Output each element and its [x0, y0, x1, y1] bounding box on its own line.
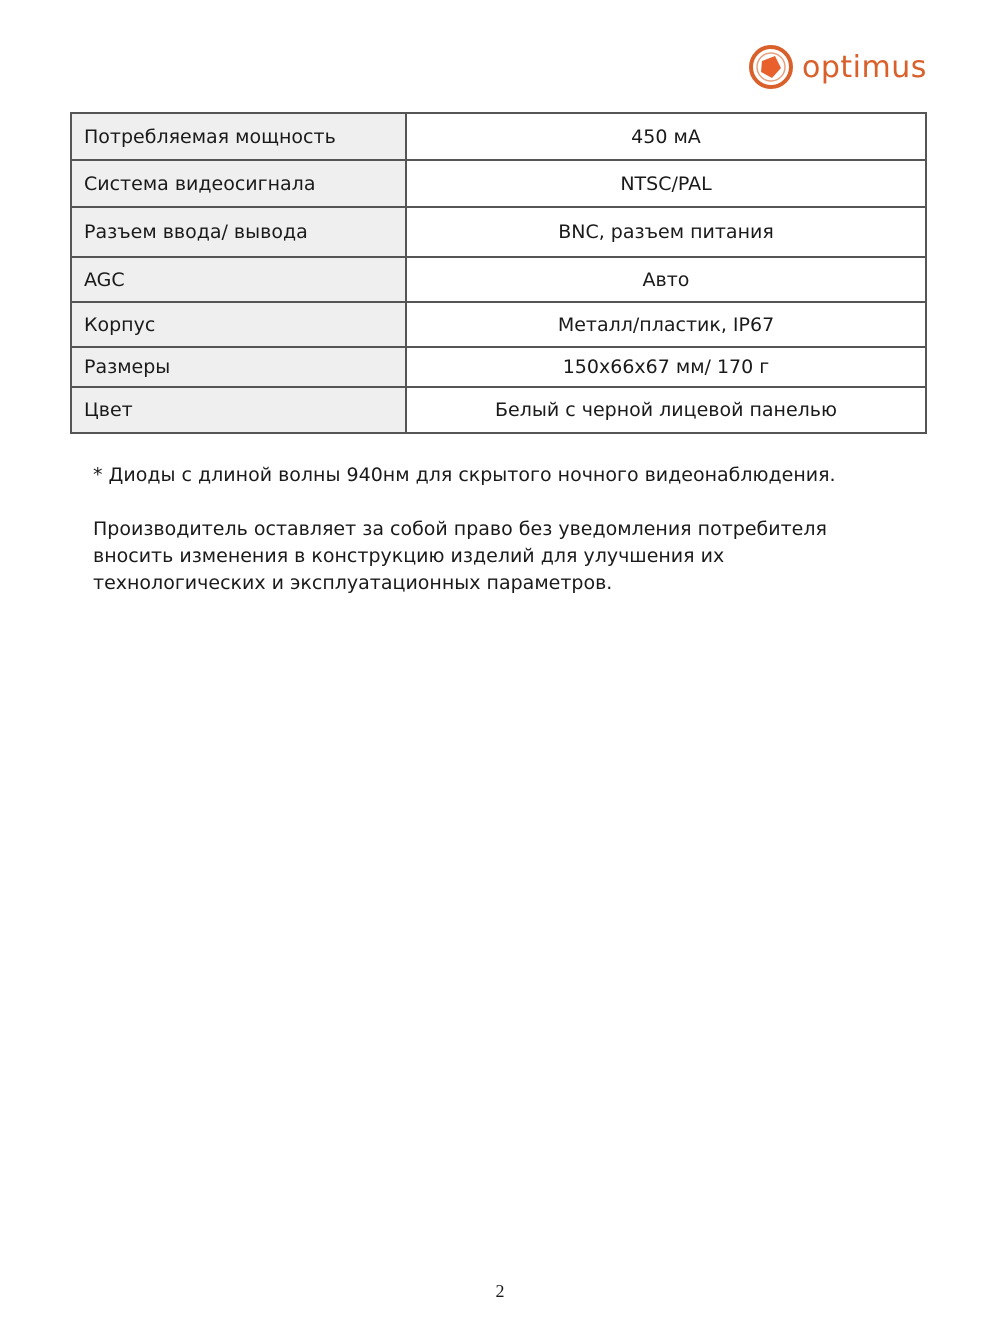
optimus-logo: [748, 44, 927, 90]
aperture-icon: [748, 44, 794, 90]
table-row: [71, 257, 926, 302]
disclaimer: Производитель оставляет за собой право без уведомления потребителя вносить изменения в конструкцию изделий для улучшения их технологических и эксплуатационных параметров.: [93, 518, 827, 594]
table-row: [71, 207, 926, 257]
spec-value: NTSC/PAL: [406, 160, 926, 207]
table-row: [71, 347, 926, 387]
table-row: [71, 113, 926, 160]
spec-label: Цвет: [71, 387, 406, 433]
table-row: [71, 302, 926, 347]
footnote: * Диоды с длиной волны 940нм для скрытого ночного видеонаблюдения.: [93, 464, 836, 486]
spec-value: Металл/пластик, IP67: [406, 302, 926, 347]
spec-label: Корпус: [71, 302, 406, 347]
spec-value: Авто: [406, 257, 926, 302]
spec-value: 450 мА: [406, 113, 926, 160]
spec-label: Размеры: [71, 347, 406, 387]
spec-value: Белый с черной лицевой панелью: [406, 387, 926, 433]
specs-table: [70, 112, 927, 434]
spec-value: 150x66x67 мм/ 170 г: [406, 347, 926, 387]
spec-label: Разъем ввода/ вывода: [71, 207, 406, 257]
spec-value: BNC, разъем питания: [406, 207, 926, 257]
spec-label: Система видеосигнала: [71, 160, 406, 207]
table-row: [71, 387, 926, 433]
page-number: 2: [495, 1281, 505, 1301]
logo-text: optimus: [802, 49, 927, 85]
spec-label: Потребляемая мощность: [71, 113, 406, 160]
table-row: [71, 160, 926, 207]
spec-label: AGC: [71, 257, 406, 302]
